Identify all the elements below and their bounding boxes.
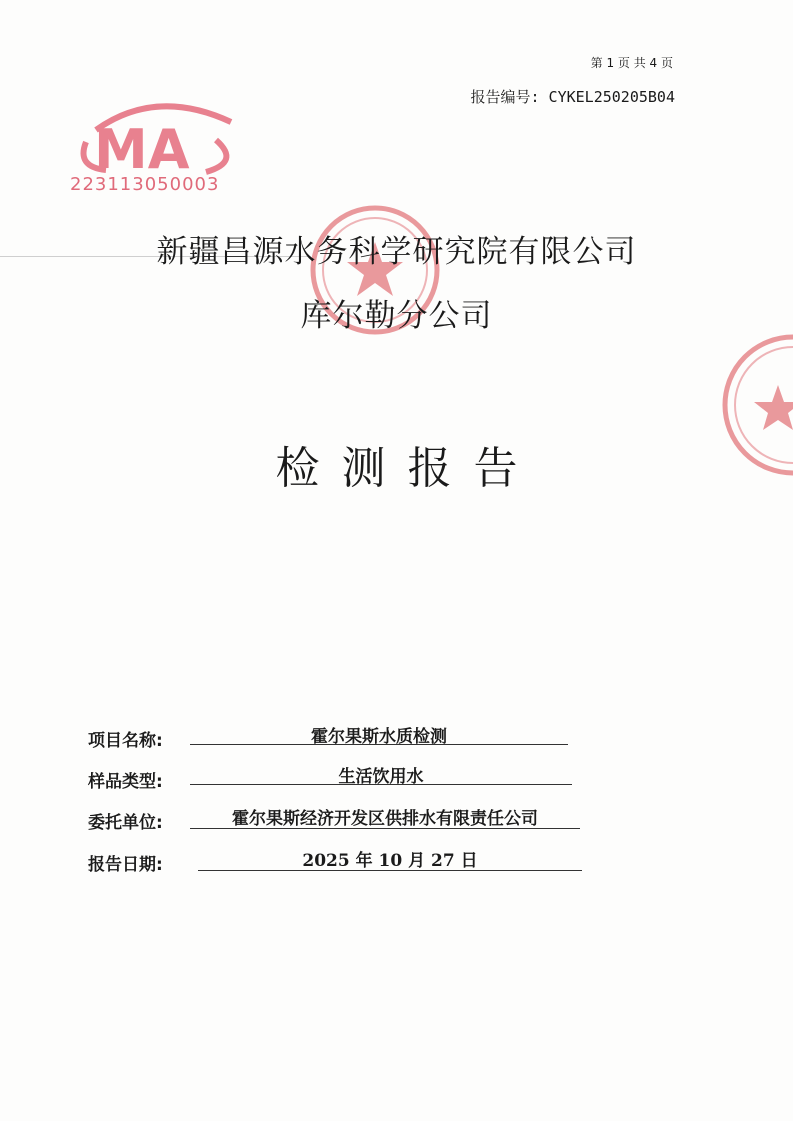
organization-name: 新疆昌源水务科学研究院有限公司 [156, 234, 637, 270]
field-label-client: 委托单位: [88, 813, 163, 833]
field-value-client: 霍尔果斯经济开发区供排水有限责任公司 [190, 804, 580, 829]
field-value-project: 霍尔果斯水质检测 [190, 722, 568, 745]
field-label-sample-type: 样品类型: [88, 772, 163, 792]
page-indicator: 第 1 页 共 4 页 [590, 56, 673, 70]
field-value-report-date: 2025 年 10 月 27 日 [198, 846, 582, 871]
organization-branch: 库尔勒分公司 [300, 298, 493, 334]
svg-text:MA: MA [94, 118, 190, 181]
field-label-report-date: 报告日期: [88, 855, 163, 875]
field-value-sample-type: 生活饮用水 [190, 762, 572, 785]
document-title: 检测报告 [275, 443, 540, 494]
report-number: 报告编号: CYKEL250205B04 [470, 88, 675, 106]
cma-number: 223113050003 [70, 174, 220, 195]
field-label-project: 项目名称: [88, 731, 163, 751]
